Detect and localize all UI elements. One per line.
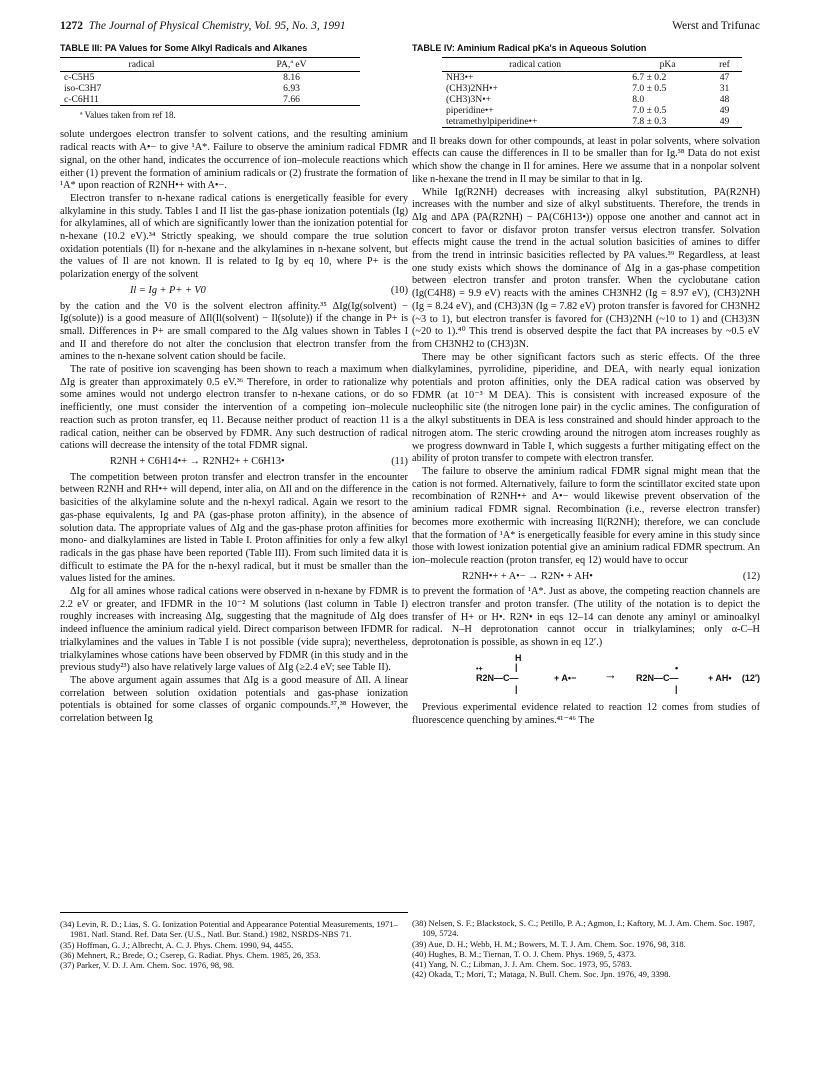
table4-caption <box>412 42 760 55</box>
table3 <box>60 57 360 106</box>
table4-label: TABLE IV: <box>412 43 455 53</box>
paragraph: and Il breaks down for other compounds, at least in polar solvents, where solvation effects can cause the differences in Il to be smaller than for Ig.³⁸ Data do not exist which show the change in Il for amines. Here we assume that in a nonpolar solvent like n-hexane the trend in Il may be similar to that in Ig. <box>412 135 760 185</box>
running-header <box>60 20 760 38</box>
page-number: 1272 <box>60 20 83 32</box>
scheme-bond-line: | <box>515 683 518 694</box>
table-cell: 49 <box>719 104 730 116</box>
table-row <box>60 94 360 106</box>
table3-header-radical: radical <box>60 57 223 71</box>
right-column <box>412 42 760 727</box>
paragraph: to prevent the formation of ¹A*. Just as above, the competing reaction channels are electron transfer and proton transfer. (The utility of the notation is to depict the transfer of H+ or H•. R2N• in eqs 12–14 can denote any aminyl or aminoalkyl radical. N–H deprotonation cannot occur in trialkylamines; only α-C–H deprotonation is possible, as shown in eq 12′.) <box>412 586 760 649</box>
table-cell: 6.93 <box>283 82 300 94</box>
reference-item: (42) Okada, T.; Mori, T.; Mataga, N. Bull. Chem. Soc. Jpn. 1976, 49, 3398. <box>412 969 671 980</box>
reference-item: (38) Nelsen, S. F.; Blackstock, S. C.; Petillo, P. A.; Agmon, I.; Kaftory, M. J. Am. Chem. Soc. 1987, 109, 5724. <box>412 918 755 939</box>
table-cell: 8.0 <box>632 93 645 105</box>
table4-header-pka: pKa <box>628 57 707 71</box>
paragraph: The rate of positive ion scavenging has been shown to reach a maximum when ΔIg is greater than approximately 0.5 eV.³⁶ Therefore, in order to rationalize why some amines would not undergo electron transfer to n-hexane cations, or do so inefficiently, one must consider the intervention of a competing ion–molecule reaction such as proton transfer, eq 11. Because neither product of reaction 11 is a radical cation, neither can be observed by FDMR. Any such destruction of radical cations will decrease the intensity of the total FDMR signal. <box>60 364 408 452</box>
equation-number: (11) <box>391 455 408 467</box>
scheme-reactant: R2N—C— <box>476 672 519 683</box>
table-row <box>442 116 742 128</box>
reference-item: (40) Hughes, B. M.; Tiernan, T. O. J. Chem. Phys. 1969, 5, 4373. <box>412 948 637 959</box>
scheme-charge: •+ <box>476 665 483 673</box>
table3-header-pa: PA,ª eV <box>223 57 360 71</box>
table-cell: c-C5H5 <box>64 71 95 83</box>
left-column <box>60 42 408 726</box>
paragraph: ΔIg for all amines whose radical cations were observed in n-hexane by FDMR is 2.2 eV or greater, and IFDMR in the 10⁻² M solutions (last column in Table I) roughly increases with increasing ΔIg, suggesting that the magnitude of ΔIg does indeed influence the aminium radical yield. Direct comparison between IFDMR for trialkylamines and the values in Table I is not possible (vide supra); nevertheless, trialkylamines whose cations have been observed by FDMR (in this study and in the previous study²³) also have relatively large values of ΔIg (≥2.4 eV; see Table II). <box>60 586 408 674</box>
paragraph: The competition between proton transfer and electron transfer in the encounter between R2NH and RH•+ will depend, inter alia, on ΔIl and on the difference in the basicities of the alkylamine solute and the n-hexyl radical. Again we resort to the gas-phase equivalents, Ig and PA (gas-phase proton affinity), in the absence of solution data. The appropriate values of ΔIg and the gas-phase proton affinities for mono- and dialkylamines are listed in Table I. Proton affinities for only a few alkyl radicals in the gas phase have been reported (Table III). From such limited data it is difficult to estimate the PA for the n-hexyl radical, but it must be smaller than the values listed for the amines. <box>60 471 408 585</box>
scheme-anion: + A•− <box>554 672 577 683</box>
journal-citation <box>60 20 346 32</box>
equation-11 <box>60 453 408 472</box>
table-cell: 31 <box>719 82 730 94</box>
paragraph: solute undergoes electron transfer to solvent cations, and the resulting aminium radical reacts with A•− to give ¹A*. Failure to observe the aminium radical FDMR signal, on the other hand, indicates the occurrence of ion–molecule reactions which either (1) prevent the formation of aminium radicals or (2) frustrate the formation of ¹A* upon reaction of R2NH•+ with A•−. <box>60 129 408 192</box>
paragraph: The failure to observe the aminium radical FDMR signal might mean that the cation is not formed. Alternatively, failure to form the scintillator excited state upon recombination of R2NH•+ and A•− would likewise prevent observation of the aminium radical FDMR signal. Recombination (i.e., reverse electron transfer) becomes more exothermic with increasing Il(R2NH); therefore, we can conclude that the formation of ¹A* is energetically feasible for every amine in this study since those with lowest ionization potential give an aminium radical FDMR spectrum. An ion–molecule reaction (proton transfer, eq 12) would have to occur <box>412 465 760 566</box>
table-cell: (CH3)2NH•+ <box>446 82 498 94</box>
table3-label: TABLE III: <box>60 43 103 53</box>
reference-item: (35) Hoffman, G. J.; Albrecht, A. C. J. Phys. Chem. 1990, 94, 4455. <box>60 939 294 950</box>
table4-title: Aminium Radical pKa's in Aqueous Solution <box>457 43 647 53</box>
reference-item: (37) Parker, V. D. J. Am. Chem. Soc. 1976, 98, 98. <box>60 960 235 971</box>
equation-number: (12′) <box>741 672 760 683</box>
table-cell: 7.8 ± 0.3 <box>628 116 707 128</box>
table4-header-cation: radical cation <box>442 57 628 71</box>
paragraph: Electron transfer to n-hexane radical cations is energetically feasible for every alkylamine in this study. Tables I and II list the gas-phase ionization potentials (Ig) for alkylamines, all of which are significantly lower than the ionization potential for n-hexane (10.2 eV).³⁴ Strictly speaking, we should compare the true solution oxidation potentials (Il) for n-hexane and the alkylamines in n-hexane solvent, but the values of Il are not known. Il is related to Ig by eq 10, where P+ is the polarization energy of the solvent <box>60 192 408 281</box>
table-row <box>60 71 360 83</box>
table4-header-ref: ref <box>707 57 742 71</box>
table3-caption <box>60 42 408 55</box>
paragraph: The above argument again assumes that ΔIg is a good measure of ΔIl. A linear correlation between solution oxidation potentials and gas-phase ionization potentials is obtained for some classes of organic compounds.³⁷,³⁸ However, the correlation between Ig <box>60 674 408 725</box>
reference-item: (34) Levin, R. D.; Lias, S. G. Ionization Potential and Appearance Potential Measurements, 1971–1981. Natl. Stand. Ref. Data Ser. (U.S., Natl. Bur. Stand.) 1982, NSRDS-NBS 71. <box>60 919 398 940</box>
equation-text: R2NH•+ + A•− → R2N• + AH• <box>462 570 593 582</box>
table3-title: PA Values for Some Alkyl Radicals and Alkanes <box>104 43 308 53</box>
table-cell: 7.0 ± 0.5 <box>632 82 667 94</box>
equation-number: (12) <box>742 570 760 582</box>
equation-number: (10) <box>390 284 408 296</box>
table-cell: (CH3)3N•+ <box>446 93 492 105</box>
reference-item: (41) Yang, N. C.; Libman, J. J. Am. Chem. Soc. 1973, 95, 5783. <box>412 959 632 970</box>
paragraph: There may be other significant factors such as steric effects. Of the three dialkylamines, pyrrolidine, piperidine, and DEA, with nearly equal ionization potentials and proton affinities, only the DEA radical cation was observed by FDMR (at 10⁻³ M DEA). This is consistent with increased exposure of the nucleophilic site (the nitrogen lone pair) in the cyclic amines. The configuration of the alkyl substituents in DEA is less constrained and should hinder approach to the nitrogen atom. The steric crowding around the nitrogen atom increases roughly as we progress downward in Table I, which suggests a further mitigating effect on the ability of proton transfer to compete with electron transfer. <box>412 351 760 465</box>
table-cell: NH3•+ <box>446 71 474 83</box>
references-left <box>60 912 408 970</box>
table-row <box>442 105 742 116</box>
reaction-arrow-icon: → <box>604 666 617 682</box>
scheme-bond-line: | <box>515 661 518 672</box>
table-cell: 48 <box>719 93 730 105</box>
equation-text: R2NH + C6H14•+ → R2NH2+ + C6H13• <box>110 455 285 467</box>
paragraph: Previous experimental evidence related to reaction 12 comes from studies of fluorescence quenching by amines.⁴¹⁻⁴⁶ The <box>412 701 760 726</box>
paragraph: While Ig(R2NH) decreases with increasing alkyl substitution, PA(R2NH) increases with the number and size of alkyl substituents. Therefore, the trends in ΔIg and ΔPA (PA(R2NH) − PA(C6H13•)) oppose one another and cannot act in concert to favor or disfavor proton transfer versus electron transfer. Solvation effects might cause the trend in the actual solution basicities of amines to differ from the trend in intrinsic basicities reflected by PA values.³⁹ Regardless, at least one study exists which shows the dominance of ΔIg in a gas-phase competition between electron transfer and proton transfer. When the cyclobutane cation (Ig(C4H8) = 9.9 eV) reacts with the amines CH3NH2 (Ig = 8.97 eV), (CH3)2NH (Ig = 8.24 eV), and (CH3)3N (Ig = 7.82 eV) proton transfer is favored for CH3NH2 (~3 to 1), but electron transfer is favored for (CH3)2NH (~10 to 1) and (CH3)3N (~20 to 1).⁴⁰ This trend is observed despite the fact that PA increases by ~0.5 eV from CH3NH2 to (CH3)3N. <box>412 186 760 350</box>
table3-footnote: ª Values taken from ref 18. <box>80 109 176 120</box>
table-cell: 49 <box>707 116 742 128</box>
table-row <box>60 83 360 94</box>
scheme-hydrogen: H <box>515 652 522 663</box>
table4 <box>442 57 742 128</box>
authors: Werst and Trifunac <box>672 20 760 32</box>
table-row <box>442 83 742 94</box>
equation-12 <box>412 568 760 587</box>
table-cell: 6.7 ± 0.2 <box>632 71 667 83</box>
reference-item: (39) Aue, D. H.; Webb, H. M.; Bowers, M. T. J. Am. Chem. Soc. 1976, 98, 318. <box>412 938 686 949</box>
table-cell: 8.16 <box>283 71 300 83</box>
scheme-byproduct: + AH• <box>708 672 732 683</box>
table-cell: piperidine•+ <box>446 104 494 116</box>
scheme-radical-dot: • <box>675 662 679 673</box>
table-row <box>442 94 742 105</box>
table-row <box>442 71 742 83</box>
table-cell: iso-C3H7 <box>64 82 102 94</box>
table-cell: 7.0 ± 0.5 <box>632 104 667 116</box>
table-cell: 47 <box>719 71 730 83</box>
table-cell: tetramethylpiperidine•+ <box>442 116 628 128</box>
reaction-scheme-12prime <box>412 652 760 696</box>
references-right <box>412 918 760 980</box>
scheme-bond-line: | <box>675 683 678 694</box>
journal-title: The Journal of Physical Chemistry, Vol. 95, No. 3, 1991 <box>88 20 346 32</box>
table-cell: c-C6H11 <box>60 94 223 106</box>
equation-text: Il = Ig + P+ + V0 <box>130 284 206 296</box>
equation-10 <box>60 282 408 301</box>
scheme-product: R2N—C— <box>636 672 679 683</box>
paragraph: by the cation and the V0 is the solvent electron affinity.³⁵ ΔIg(Ig(solvent) − Ig(solute)) is a good measure of ΔIl(Il(solvent) − Il(solute)) if the change in P+ is small. Differences in P+ are small compared to the ΔIg values shown in Tables I and II and therefore do not alter the conclusion that electron transfer from the amines to the n-hexane solvent cation should be facile. <box>60 300 408 363</box>
reference-item: (36) Mehnert, R.; Brede, O.; Cserep, G. Radiat. Phys. Chem. 1985, 26, 353. <box>60 949 321 960</box>
table-cell: 7.66 <box>223 94 360 106</box>
